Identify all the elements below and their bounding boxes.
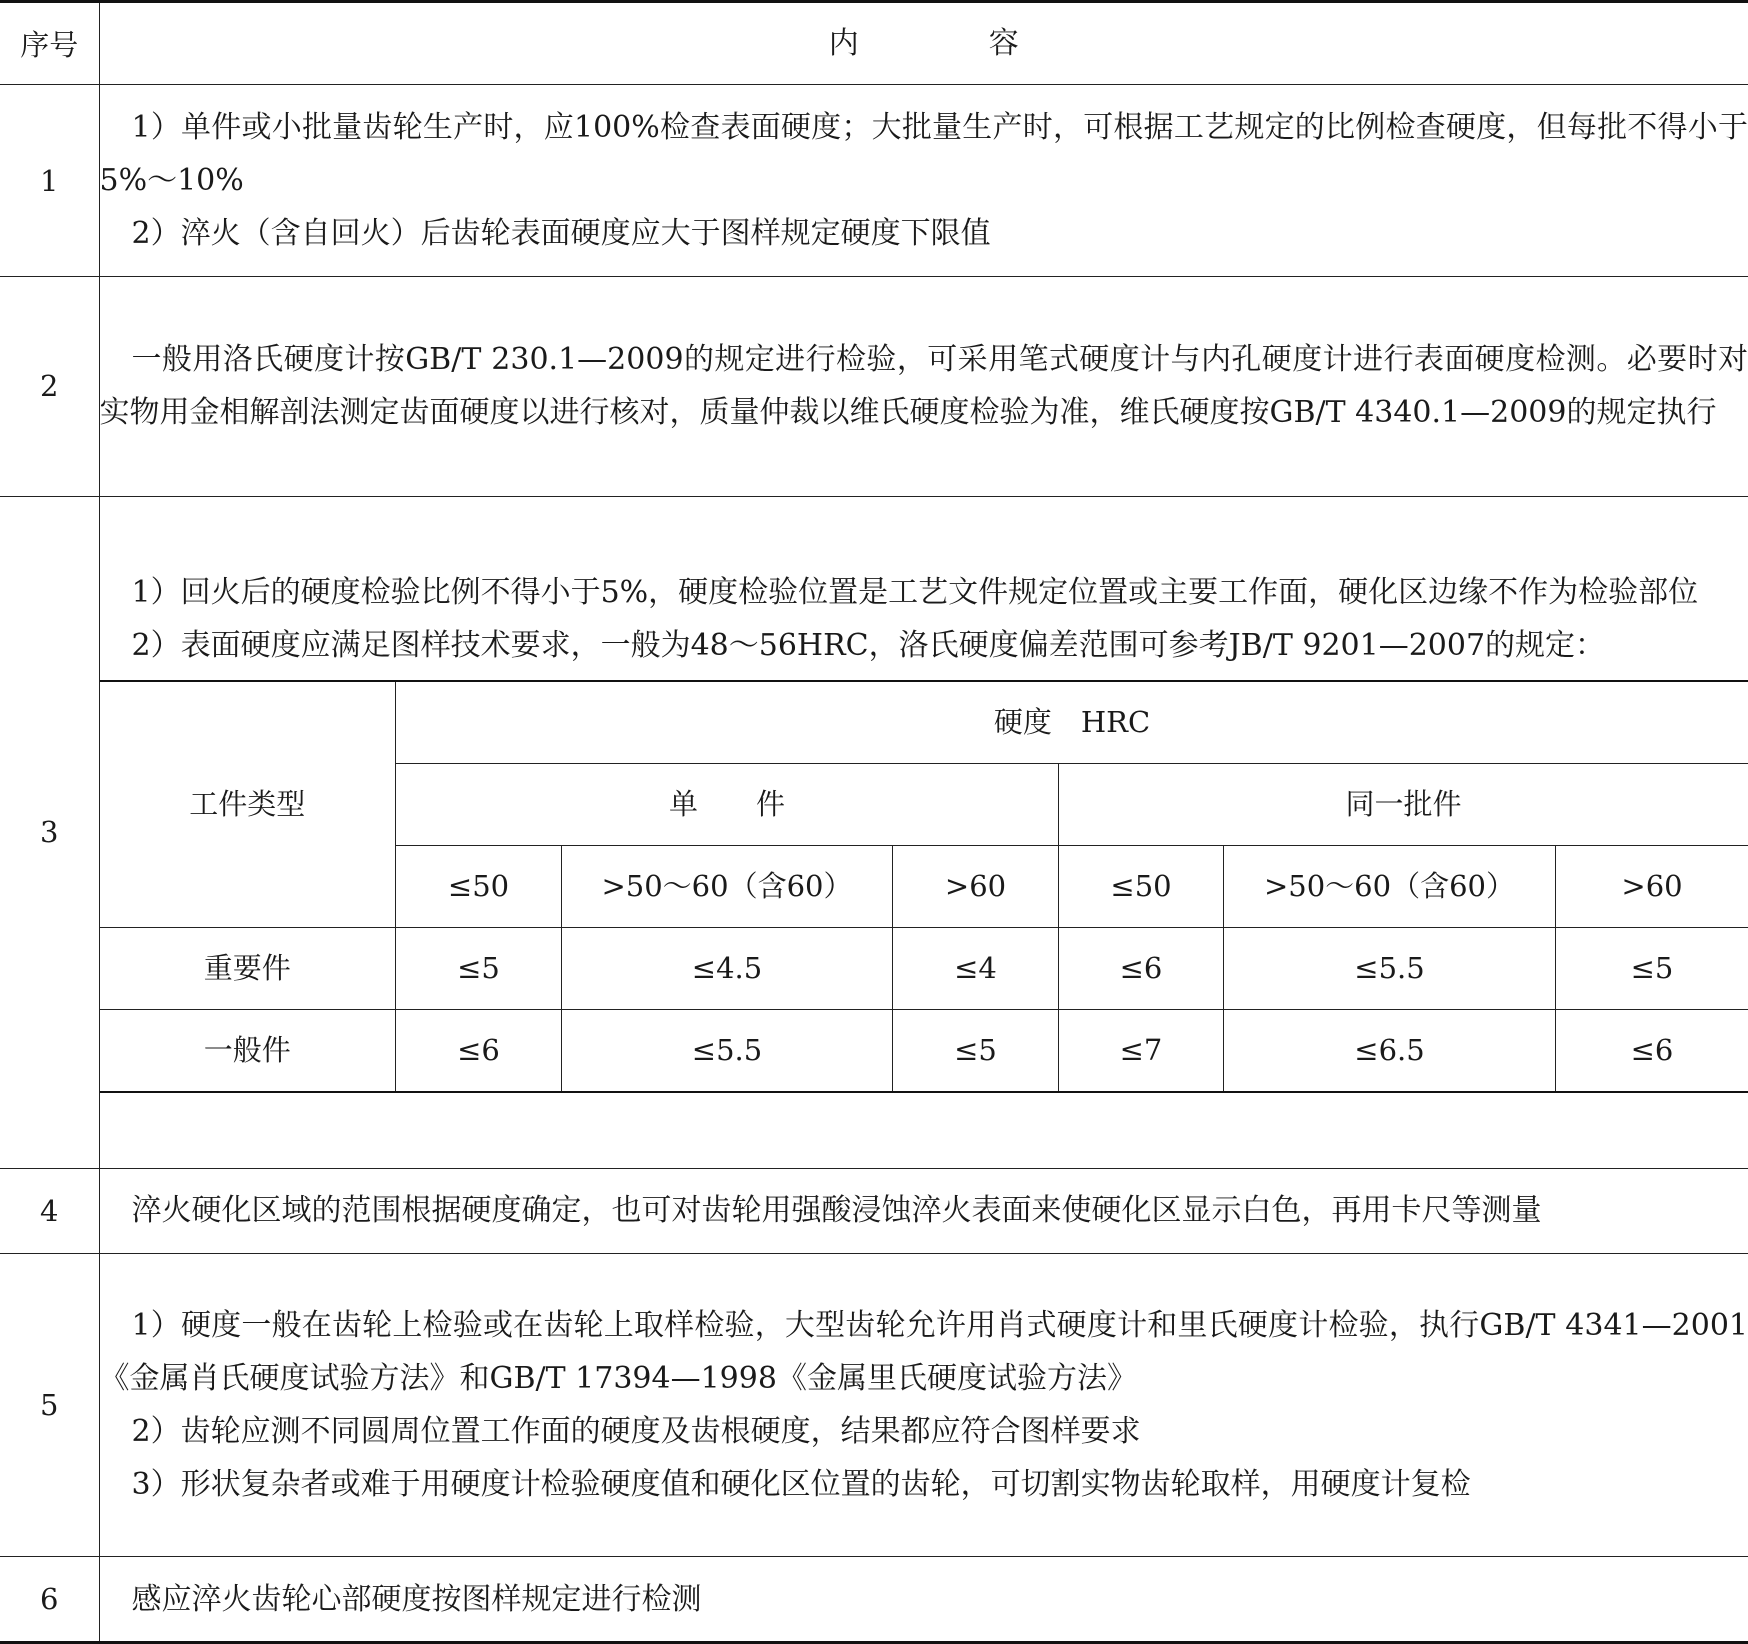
row-content (99, 1168, 1748, 1254)
hardness-value: ≤5 (1556, 927, 1748, 1009)
hardness-value: ≤5 (396, 927, 562, 1009)
hardness-value: ≤5 (893, 1009, 1059, 1092)
table-row (0, 1254, 1748, 1557)
table-row (0, 85, 1748, 276)
paragraph: 2）淬火（含自回火）后齿轮表面硬度应大于图样规定硬度下限值 (131, 216, 991, 252)
paragraph: 1）硬度一般在齿轮上检验或在齿轮上取样检验，大型齿轮允许用肖式硬度计和里氏硬度计检验，执行GB/T 4341—2001《金属肖氏硬度试验方法》和GB/T 17394—1998《金属里氏硬度试验方法》 (99, 1308, 1748, 1397)
inner-table-row (100, 927, 1748, 1009)
row-num: 4 (0, 1168, 99, 1254)
row-content (99, 496, 1748, 1168)
table-row (0, 276, 1748, 496)
hardness-value: ≤5.5 (1224, 927, 1556, 1009)
workpiece-type-header: 工件类型 (100, 681, 396, 928)
hardness-deviation-table (100, 680, 1748, 1093)
range-header: ≤50 (396, 845, 562, 927)
row-num: 1 (0, 85, 99, 276)
header-num: 序号 (0, 2, 99, 85)
range-header: ≤50 (1059, 845, 1224, 927)
hardness-value: ≤7 (1059, 1009, 1224, 1092)
row-content (99, 1254, 1748, 1557)
header-content (99, 2, 1748, 85)
paragraph: 一般用洛氏硬度计按GB/T 230.1—2009的规定进行检验，可采用笔式硬度计与内孔硬度计进行表面硬度检测。必要时对实物用金相解剖法测定齿面硬度以进行核对，质量仲裁以维氏硬度检验为准，维氏硬度按GB/T 4340.1—2009的规定执行 (99, 342, 1748, 431)
paragraph: 1）单件或小批量齿轮生产时，应100%检查表面硬度；大批量生产时，可根据工艺规定的比例检查硬度，但每批不得小于5%～10% (99, 110, 1748, 199)
same-batch-header: 同一批件 (1059, 763, 1748, 845)
hardness-header: 硬度 HRC (396, 681, 1748, 764)
hardness-value: ≤4 (893, 927, 1059, 1009)
range-header: >60 (1556, 845, 1748, 927)
paragraph: 2）齿轮应测不同圆周位置工作面的硬度及齿根硬度，结果都应符合图样要求 (131, 1414, 1141, 1450)
range-header: >50～60（含60） (1224, 845, 1556, 927)
single-piece-header: 单 件 (396, 763, 1059, 845)
header-content-char-1: 内 (828, 26, 859, 62)
workpiece-type: 重要件 (100, 927, 396, 1009)
paragraph: 1）回火后的硬度检验比例不得小于5%，硬度检验位置是工艺文件规定位置或主要工作面，硬化区边缘不作为检验部位 (131, 574, 1699, 610)
hardness-value: ≤5.5 (562, 1009, 893, 1092)
inner-table-row (100, 1009, 1748, 1092)
row-num: 5 (0, 1254, 99, 1557)
table-row (0, 1557, 1748, 1643)
range-header: >50～60（含60） (562, 845, 893, 927)
hardness-value: ≤6 (396, 1009, 562, 1092)
table-row (0, 1168, 1748, 1254)
row-num: 3 (0, 496, 99, 1168)
row-content (99, 276, 1748, 496)
table-row (0, 496, 1748, 1168)
header-content-char-2: 容 (988, 26, 1019, 62)
table-header-row (0, 2, 1748, 85)
range-header: >60 (893, 845, 1059, 927)
paragraph: 2）表面硬度应满足图样技术要求，一般为48～56HRC，洛氏硬度偏差范围可参考JB/T 9201—2007的规定： (131, 627, 1606, 663)
row-content (99, 85, 1748, 276)
hardness-value: ≤6 (1556, 1009, 1748, 1092)
hardness-value: ≤4.5 (562, 927, 893, 1009)
hardness-value: ≤6.5 (1224, 1009, 1556, 1092)
hardness-value: ≤6 (1059, 927, 1224, 1009)
row-content (99, 1557, 1748, 1643)
workpiece-type: 一般件 (100, 1009, 396, 1092)
paragraph: 3）形状复杂者或难于用硬度计检验硬度值和硬化区位置的齿轮，可切割实物齿轮取样，用硬度计复检 (131, 1467, 1471, 1503)
row-num: 6 (0, 1557, 99, 1643)
row-num: 2 (0, 276, 99, 496)
paragraph: 感应淬火齿轮心部硬度按图样规定进行检测 (131, 1581, 702, 1617)
paragraph: 淬火硬化区域的范围根据硬度确定，也可对齿轮用强酸浸蚀淬火表面来使硬化区显示白色，再用卡尺等测量 (131, 1193, 1542, 1229)
